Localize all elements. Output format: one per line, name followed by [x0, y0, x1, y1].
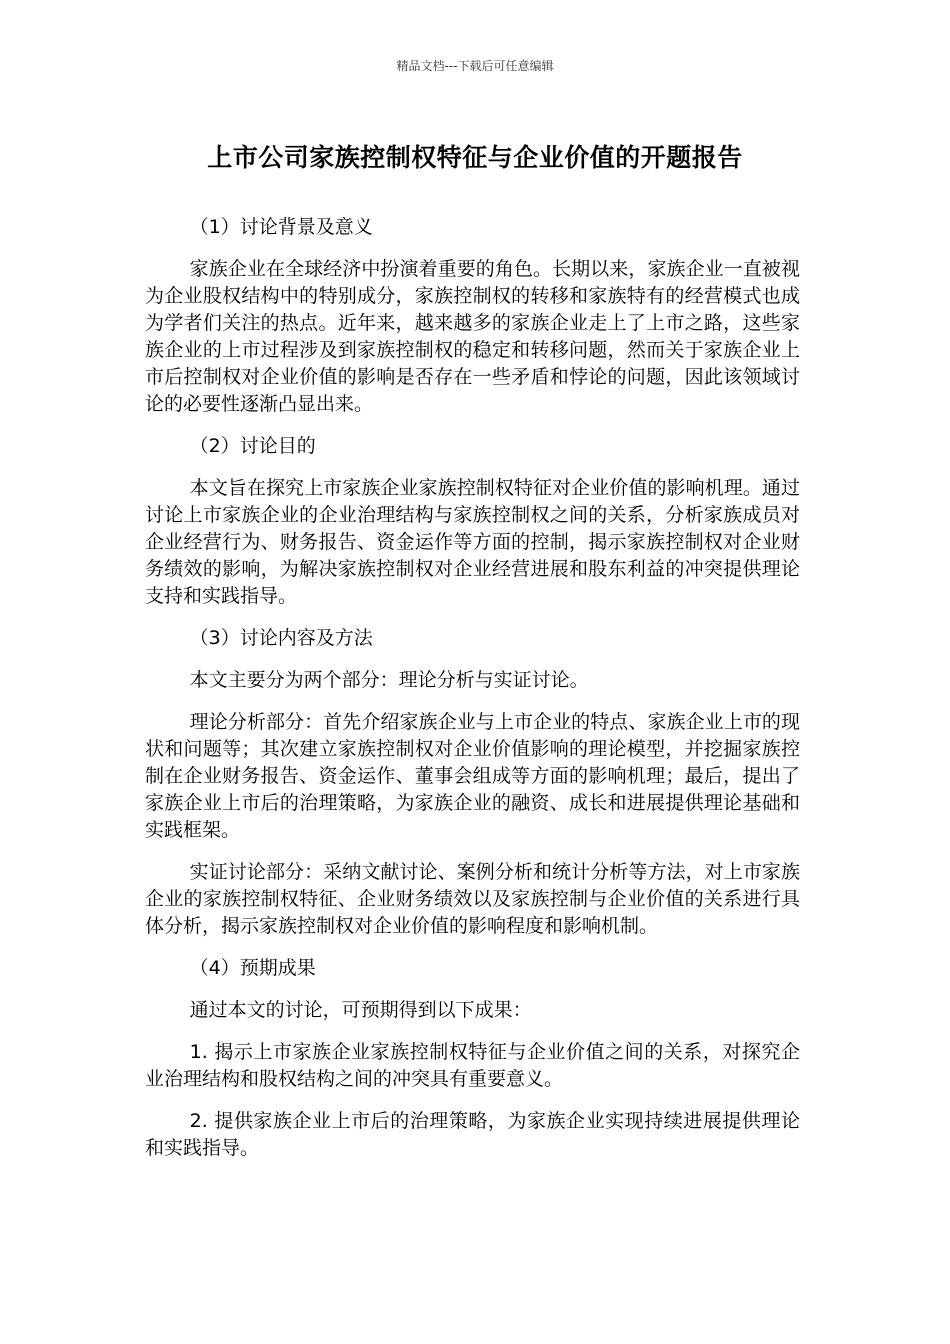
paragraph-background: 家族企业在全球经济中扮演着重要的角色。长期以来，家族企业一直被视为企业股权结构中的特别成分，家族控制权的转移和家族特有的经营模式也成为学者们关注的热点。近年来，越来越多的家族企业走上了上市之路，这些家族企业的上市过程涉及到家族控制权的稳定和转移问题，然而关于家族企业上市后控制权对企业价值的影响是否存在一些矛盾和悖论的问题，因此该领域讨论的必要性逐渐凸显出来。	[145, 258, 800, 415]
paragraph-overview: 本文主要分为两个部分：理论分析与实证讨论。	[189, 669, 589, 691]
paragraph-purpose: 本文旨在探究上市家族企业家族控制权特征对企业价值的影响机理。通过讨论上市家族企业的企业治理结构与家族控制权之间的关系，分析家族成员对企业经营行为、财务报告、资金运作等方面的控制，揭示家族控制权对企业财务绩效的影响，为解决家族控制权对企业经营进展和股东利益的冲突提供理论支持和实践指导。	[145, 477, 800, 607]
document-body	[145, 214, 800, 1177]
section-heading-content-methods: （3）讨论内容及方法	[189, 627, 373, 649]
paragraph-theory: 理论分析部分：首先介绍家族企业与上市企业的特点、家族企业上市的现状和问题等；其次建立家族控制权对企业价值影响的理论模型，并挖掘家族控制在企业财务报告、资金运作、董事会组成等方面的影响机理；最后，提出了家族企业上市后的治理策略，为家族企业的融资、成长和进展提供理论基础和实践框架。	[145, 711, 800, 841]
section-heading-expected-results: （4）预期成果	[189, 957, 316, 979]
section-heading-purpose: （2）讨论目的	[189, 435, 316, 457]
document-title: 上市公司家族控制权特征与企业价值的开题报告	[207, 143, 743, 172]
header-note: 精品文档---下载后可任意编辑	[396, 59, 554, 73]
paragraph-result-2: 2. 提供家族企业上市后的治理策略，为家族企业实现持续进展提供理论和实践指导。	[145, 1110, 800, 1159]
paragraph-empirical: 实证讨论部分：采纳文献讨论、案例分析和统计分析等方法，对上市家族企业的家族控制权特征、企业财务绩效以及家族控制与企业价值的关系进行具体分析，揭示家族控制权对企业价值的影响程度和影响机制。	[145, 861, 800, 937]
paragraph-result-1: 1. 揭示上市家族企业家族控制权特征与企业价值之间的关系，对探究企业治理结构和股权结构之间的冲突具有重要意义。	[145, 1041, 800, 1090]
section-heading-background: （1）讨论背景及意义	[189, 216, 373, 238]
paragraph-results-intro: 通过本文的讨论，可预期得到以下成果：	[189, 999, 532, 1021]
